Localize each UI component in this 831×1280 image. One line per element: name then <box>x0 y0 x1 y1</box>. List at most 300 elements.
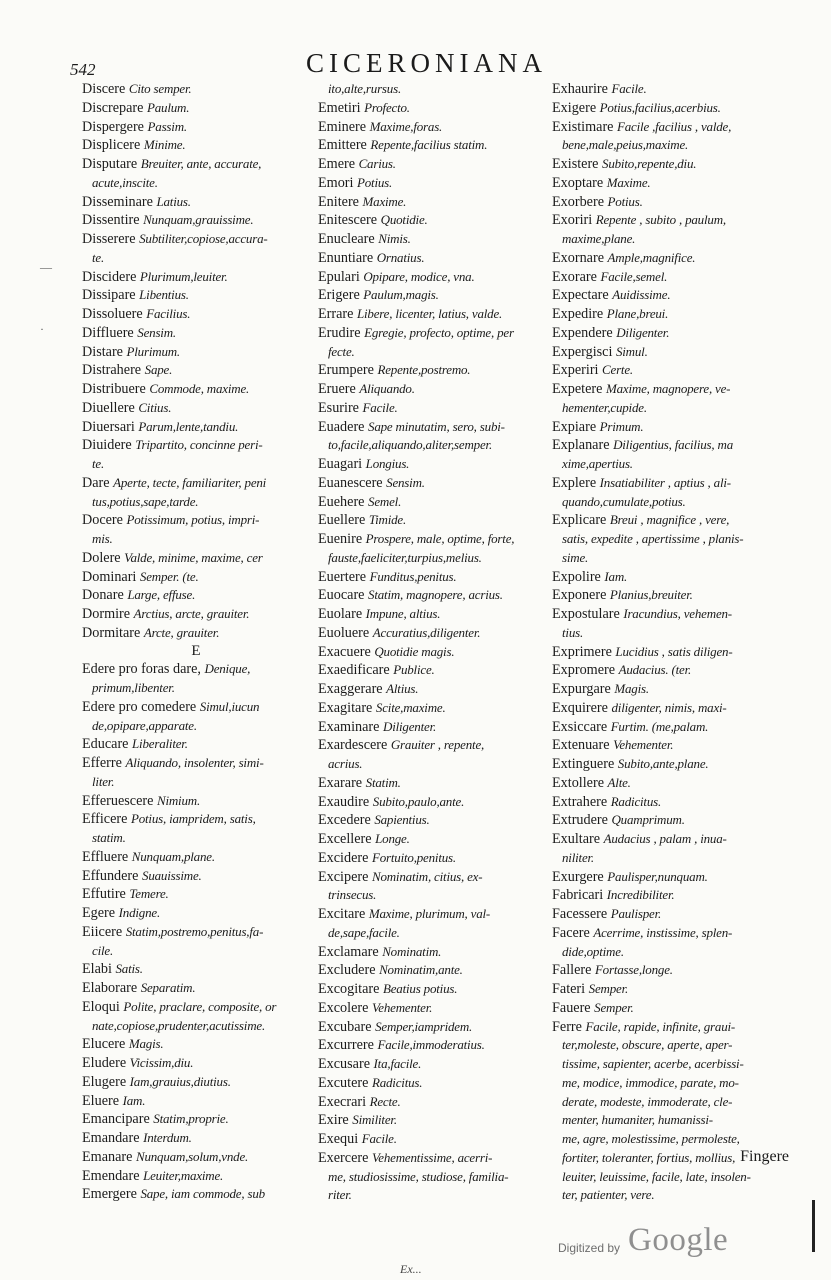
continuation-text: dide,optime. <box>562 943 624 959</box>
dictionary-entry <box>82 754 310 773</box>
continuation-text: acrius. <box>328 756 363 771</box>
continuation-text: riter. <box>328 1187 352 1203</box>
continuation-text: maxime,plane. <box>562 231 636 246</box>
entry-adverbs: Diligenter. <box>616 324 670 340</box>
continuation-text: mis. <box>92 531 113 546</box>
column-right <box>552 80 792 1205</box>
dictionary-entry <box>552 886 792 905</box>
dictionary-entry <box>552 286 792 305</box>
entry-adverbs: Denique, <box>204 661 251 677</box>
entry-continuation <box>552 1036 792 1055</box>
dictionary-entry <box>318 455 554 474</box>
dictionary-entry <box>82 998 310 1017</box>
entry-verb: Displicere <box>82 137 141 154</box>
continuation-text: te. <box>92 249 105 265</box>
continuation-text: ter,moleste, obscure, aperte, aper- <box>562 1037 733 1053</box>
entry-continuation <box>82 773 310 792</box>
entry-adverbs: Insatiabiliter , aptius , ali- <box>599 474 731 490</box>
entry-continuation <box>82 530 310 549</box>
dictionary-entry <box>552 699 792 718</box>
dictionary-entry <box>552 924 792 943</box>
entry-adverbs: Alte. <box>607 774 631 790</box>
entry-verb: Execrari <box>318 1093 367 1110</box>
dictionary-entry <box>318 943 554 962</box>
entry-adverbs: Egregie, profecto, optime, per <box>364 324 514 340</box>
dictionary-entry <box>552 268 792 287</box>
dictionary-entry <box>318 99 554 118</box>
dictionary-entry <box>552 343 792 362</box>
entry-verb: Excutere <box>318 1074 369 1091</box>
entry-verb: Fallere <box>552 962 592 979</box>
entry-adverbs: Maxime,foras. <box>369 118 443 134</box>
entry-verb: Emancipare <box>82 1111 150 1128</box>
entry-verb: Erudire <box>318 324 361 341</box>
dictionary-entry <box>318 1018 554 1037</box>
entry-verb: Fateri <box>552 981 586 997</box>
entry-continuation <box>82 455 310 474</box>
dictionary-entry <box>82 549 310 568</box>
entry-verb: Exagitare <box>318 699 373 716</box>
dictionary-entry <box>318 155 554 174</box>
dictionary-entry <box>82 1110 310 1129</box>
entry-adverbs: Radicitus. <box>371 1074 423 1090</box>
entry-adverbs: Facile. <box>611 81 647 96</box>
entry-continuation <box>82 942 310 961</box>
entry-adverbs: Recte. <box>369 1093 401 1109</box>
entry-verb: Excogitare <box>318 981 380 997</box>
entry-adverbs: Beatius potius. <box>383 981 458 996</box>
entry-adverbs: Arctius, arcte, grauiter. <box>133 606 250 621</box>
dictionary-entry <box>318 174 554 193</box>
dictionary-entry <box>318 211 554 230</box>
entry-adverbs: Ita,facile. <box>373 1056 422 1071</box>
entry-adverbs: Timide. <box>368 512 407 528</box>
entry-verb: Distribuere <box>82 381 146 397</box>
entry-adverbs: Vehementissime, acerri- <box>371 1149 493 1165</box>
entry-verb: Distrahere <box>82 362 142 379</box>
dictionary-entry <box>82 211 310 230</box>
entry-continuation <box>552 455 792 474</box>
entry-adverbs: Plane,breui. <box>606 306 669 321</box>
entry-verb: Discrepare <box>82 99 144 116</box>
continuation-text: to,facile,aliquando,aliter,semper. <box>328 437 492 453</box>
entry-adverbs: Subito,repente,diu. <box>602 156 697 171</box>
dictionary-entry <box>82 1073 310 1092</box>
entry-adverbs: Indigne. <box>118 905 161 920</box>
entry-adverbs: Facile. <box>362 399 398 415</box>
continuation-text: hementer,cupide. <box>562 399 647 415</box>
entry-verb: Facessere <box>552 906 608 922</box>
entry-adverbs: Audacius , palam , inua- <box>603 831 727 846</box>
entry-adverbs: Maxime. <box>362 193 407 209</box>
entry-verb: Exardescere <box>318 737 388 754</box>
entry-adverbs: Aperte, tecte, familiariter, peni <box>113 474 267 490</box>
entry-verb: Exire <box>318 1112 349 1129</box>
entry-verb: Experiri <box>552 362 599 379</box>
dictionary-entry <box>318 1036 554 1055</box>
entry-verb: Dissoluere <box>82 306 143 322</box>
entry-adverbs: Repente,facilius statim. <box>370 137 488 153</box>
entry-adverbs: diligenter, nimis, maxi- <box>611 699 727 715</box>
entry-adverbs: Impune, altius. <box>365 606 441 621</box>
entry-verb: Enitere <box>318 193 359 210</box>
entry-verb: Explanare <box>552 437 610 454</box>
entry-continuation <box>318 1168 554 1187</box>
entry-adverbs: Semper. (te. <box>139 568 199 584</box>
entry-adverbs: Large, effuse. <box>127 587 196 603</box>
dictionary-entry <box>82 1167 310 1186</box>
entry-adverbs: Tripartito, concinne peri- <box>135 437 263 453</box>
entry-adverbs: Incredibiliter. <box>606 887 675 903</box>
entry-verb: Expolire <box>552 568 601 585</box>
dictionary-entry <box>552 474 792 493</box>
dictionary-entry <box>318 136 554 155</box>
entry-verb: Edere pro foras dare, <box>82 661 201 678</box>
entry-continuation <box>318 1186 554 1205</box>
dictionary-entry <box>552 305 792 324</box>
entry-verb: Eminere <box>318 118 367 135</box>
dictionary-entry <box>318 605 554 624</box>
entry-continuation <box>82 1017 310 1036</box>
entry-verb: Existimare <box>552 118 614 135</box>
entry-adverbs: Quotidie. <box>380 212 428 228</box>
entry-adverbs: Nunquam,grauissime. <box>143 212 254 228</box>
entry-verb: Exsiccare <box>552 718 608 735</box>
entry-verb: Effluere <box>82 848 129 865</box>
dictionary-entry <box>318 493 554 512</box>
continuation-text: cile. <box>92 942 114 958</box>
entry-adverbs: Similiter. <box>352 1112 397 1128</box>
continuation-text: derate, modeste, immoderate, cle- <box>562 1093 733 1109</box>
entry-adverbs: Accuratius,diligenter. <box>372 624 481 640</box>
dictionary-entry <box>552 436 792 455</box>
entry-verb: Disserere <box>82 231 136 247</box>
entry-continuation <box>552 624 792 643</box>
continuation-text: tissime, sapienter, acerbe, acerbissi- <box>562 1056 744 1071</box>
entry-adverbs: Cito semper. <box>128 81 192 96</box>
dictionary-entry <box>318 286 554 305</box>
entry-adverbs: Grauiter , repente, <box>390 737 485 753</box>
dictionary-entry <box>82 923 310 942</box>
entry-verb: Exornare <box>552 249 604 266</box>
dictionary-entry <box>552 586 792 605</box>
entry-adverbs: Fortasse,longe. <box>594 962 673 978</box>
entry-verb: Facere <box>552 924 590 941</box>
entry-adverbs: Statim,proprie. <box>153 1111 229 1127</box>
entry-adverbs: Semper,iampridem. <box>375 1018 473 1034</box>
running-title: CICERONIANA <box>306 48 547 78</box>
dictionary-entry <box>552 418 792 437</box>
dictionary-entry <box>552 999 792 1018</box>
entry-verb: Eruere <box>318 381 356 397</box>
dictionary-entry <box>82 848 310 867</box>
entry-verb: Excurrere <box>318 1037 374 1054</box>
entry-verb: Elugere <box>82 1073 127 1090</box>
dictionary-entry <box>82 568 310 587</box>
entry-verb: Efferuescere <box>82 792 154 809</box>
dictionary-entry <box>82 268 310 287</box>
google-logo: Google <box>628 1222 729 1258</box>
entry-continuation <box>82 493 310 512</box>
entry-verb: Dissipare <box>82 287 136 304</box>
entry-adverbs: Libentius. <box>139 287 189 303</box>
entry-adverbs: Altius. <box>386 681 419 696</box>
dictionary-entry <box>552 155 792 174</box>
continuation-text: acute,inscite. <box>92 174 158 190</box>
entry-adverbs: Diligentius, facilius, ma <box>613 437 734 453</box>
section-letter: E <box>191 642 201 659</box>
dictionary-entry <box>82 979 310 998</box>
entry-verb: Emandare <box>82 1130 140 1146</box>
entry-verb: Exponere <box>552 587 607 604</box>
entry-adverbs: Magis. <box>614 681 649 696</box>
entry-verb: Erigere <box>318 287 360 304</box>
dictionary-entry <box>318 474 554 493</box>
entry-verb: Effutire <box>82 886 126 903</box>
entry-verb: Enuntiare <box>318 249 374 266</box>
entry-adverbs: Facile,semel. <box>600 268 668 284</box>
entry-adverbs: Fortuito,penitus. <box>371 849 456 865</box>
entry-adverbs: Subito,ante,plane. <box>617 756 709 771</box>
entry-verb: Exaggerare <box>318 681 383 697</box>
entry-verb: Extinguere <box>552 756 615 772</box>
dictionary-entry <box>318 1074 554 1093</box>
entry-verb: Enucleare <box>318 231 375 247</box>
entry-adverbs: Repente,postremo. <box>377 362 471 378</box>
continuation-text: statim. <box>92 830 126 845</box>
entry-adverbs: Carius. <box>358 156 396 171</box>
entry-adverbs: Sensim. <box>137 324 176 340</box>
entry-verb: Excubare <box>318 1018 372 1035</box>
dictionary-entry <box>552 661 792 680</box>
entry-adverbs: Facile ,facilius , valde, <box>617 118 732 134</box>
dictionary-entry <box>318 380 554 399</box>
entry-continuation <box>552 399 792 418</box>
entry-verb: Excludere <box>318 962 376 979</box>
entry-adverbs: Facilius. <box>146 306 191 321</box>
entry-verb: Explere <box>552 474 597 491</box>
entry-verb: Examinare <box>318 718 380 735</box>
entry-adverbs: Sape minutatim, sero, subi- <box>368 418 505 434</box>
dictionary-entry <box>82 735 310 754</box>
dictionary-entry <box>82 361 310 380</box>
entry-verb: Existere <box>552 156 599 172</box>
continuation-text: tus,potius,sape,tarde. <box>92 493 199 509</box>
dictionary-entry <box>82 305 310 324</box>
entry-verb: Efficere <box>82 811 128 828</box>
entry-verb: Fauere <box>552 999 591 1016</box>
dictionary-entry <box>318 718 554 737</box>
dictionary-entry <box>82 624 310 643</box>
entry-adverbs: Minime. <box>143 137 186 153</box>
dictionary-entry <box>318 811 554 830</box>
entry-adverbs: Statim,postremo,penitus,fa- <box>125 923 264 939</box>
entry-verb: Disseminare <box>82 193 153 210</box>
dictionary-entry <box>318 118 554 137</box>
entry-adverbs: Audacius. (ter. <box>618 662 692 678</box>
entry-adverbs: Acerrime, instissime, splen- <box>593 924 733 940</box>
entry-adverbs: Liberaliter. <box>132 736 188 752</box>
entry-adverbs: Prospere, male, optime, forte, <box>365 531 515 546</box>
dictionary-entry <box>552 643 792 662</box>
entry-adverbs: Potius. <box>357 174 393 190</box>
entry-verb: Emergere <box>82 1186 137 1203</box>
continuation-text: me, modice, immodice, parate, mo- <box>562 1074 739 1090</box>
entry-continuation <box>552 1186 792 1205</box>
entry-adverbs: Iam,grauius,diutius. <box>129 1073 231 1089</box>
entry-adverbs: Valde, minime, maxime, cer <box>124 549 263 565</box>
entry-adverbs: Iam. <box>604 568 628 584</box>
entry-verb: Exaudire <box>318 793 370 810</box>
entry-verb: Discere <box>82 81 126 97</box>
entry-adverbs: Vehementer. <box>613 737 674 753</box>
dictionary-entry <box>318 793 554 812</box>
entry-continuation <box>82 717 310 736</box>
entry-adverbs: Paulisper,nunquam. <box>607 868 708 884</box>
dictionary-entry <box>318 643 554 662</box>
entry-verb: Exaedificare <box>318 662 390 679</box>
entry-verb: Extollere <box>552 774 604 791</box>
entry-verb: Explicare <box>552 512 607 529</box>
entry-continuation <box>552 493 792 512</box>
entry-adverbs: Funditus,penitus. <box>369 568 457 584</box>
dictionary-entry <box>552 380 792 399</box>
entry-adverbs: Auidissime. <box>612 287 671 303</box>
entry-verb: Exigere <box>552 99 597 116</box>
dictionary-entry <box>82 380 310 399</box>
entry-verb: Extenuare <box>552 737 610 754</box>
dictionary-entry <box>82 960 310 979</box>
continuation-text: nate,copiose,prudenter,acutissime. <box>92 1017 266 1033</box>
entry-adverbs: Facile,immoderatius. <box>377 1037 485 1053</box>
entry-verb: Extrahere <box>552 793 608 810</box>
dictionary-entry <box>552 568 792 587</box>
entry-continuation <box>82 249 310 268</box>
entry-verb: Errare <box>318 306 354 322</box>
entry-verb: Diuidere <box>82 437 132 454</box>
dictionary-entry <box>82 660 310 679</box>
entry-adverbs: Vicissim,diu. <box>129 1055 194 1070</box>
dictionary-entry <box>318 624 554 643</box>
entry-verb: Emetiri <box>318 99 361 116</box>
dictionary-entry <box>318 1055 554 1074</box>
continuation-text: satis, expedite , apertissime , planis- <box>562 531 744 546</box>
entry-adverbs: Maxime, plurimum, val- <box>368 906 491 921</box>
dictionary-entry <box>552 868 792 887</box>
entry-verb: Excipere <box>318 868 369 885</box>
entry-adverbs: Simul,iucun <box>199 698 260 714</box>
continuation-text: sime. <box>562 549 589 565</box>
dictionary-entry <box>552 793 792 812</box>
continuation-text: ito,alte,rursus. <box>328 81 402 96</box>
entry-verb: Emori <box>318 174 354 191</box>
entry-adverbs: Quamprimum. <box>611 812 685 828</box>
dictionary-entry <box>82 193 310 212</box>
entry-adverbs: Satis. <box>115 961 143 977</box>
entry-adverbs: Subito,paulo,ante. <box>372 793 465 809</box>
entry-adverbs: Sape, iam commode, sub <box>140 1186 265 1202</box>
entry-verb: Disputare <box>82 156 138 172</box>
continuation-text: fauste,faeliciter,turpius,melius. <box>328 549 482 565</box>
entry-adverbs: Lucidius , satis diligen- <box>615 643 733 659</box>
dictionary-entry <box>318 586 554 605</box>
entry-adverbs: Arcte, grauiter. <box>143 624 220 640</box>
dictionary-entry <box>82 605 310 624</box>
dictionary-entry <box>318 1111 554 1130</box>
dictionary-entry <box>552 249 792 268</box>
dictionary-entry <box>552 80 792 99</box>
entry-adverbs: Paulum,magis. <box>363 287 439 303</box>
dictionary-entry <box>82 399 310 418</box>
dictionary-entry <box>82 1185 310 1204</box>
entry-adverbs: Potius,facilius,acerbius. <box>599 99 721 115</box>
entry-adverbs: Plurimum,leuiter. <box>139 268 228 284</box>
dictionary-entry <box>318 418 554 437</box>
dictionary-entry <box>552 193 792 212</box>
entry-adverbs: Longius. <box>365 456 410 471</box>
entry-verb: Expostulare <box>552 606 620 622</box>
entry-adverbs: Facile. <box>361 1131 397 1146</box>
entry-verb: Exacuere <box>318 643 371 660</box>
dictionary-entry <box>318 399 554 418</box>
entry-verb: Exorare <box>552 268 597 285</box>
entry-verb: Diuellere <box>82 399 135 416</box>
dictionary-entry <box>82 885 310 904</box>
entry-verb: Emere <box>318 156 356 172</box>
dictionary-entry <box>82 99 310 118</box>
entry-verb: Exoptare <box>552 174 604 191</box>
dictionary-entry <box>82 586 310 605</box>
entry-continuation <box>318 436 554 455</box>
entry-adverbs: Longe. <box>375 831 410 846</box>
entry-adverbs: Suauissime. <box>142 867 202 883</box>
entry-continuation <box>552 943 792 962</box>
entry-adverbs: Semper. <box>588 981 629 996</box>
entry-continuation <box>552 1093 792 1112</box>
dictionary-entry <box>82 230 310 249</box>
entry-verb: Euellere <box>318 512 366 529</box>
dictionary-entry <box>318 1149 554 1168</box>
entry-adverbs: Profecto. <box>364 99 410 115</box>
entry-verb: Eiicere <box>82 923 123 940</box>
entry-continuation <box>82 174 310 193</box>
dictionary-entry <box>82 1054 310 1073</box>
dictionary-entry <box>552 718 792 737</box>
entry-adverbs: Breui , magnifice , vere, <box>609 512 730 528</box>
continuation-text: liter. <box>92 773 115 789</box>
entry-verb: Elaborare <box>82 980 138 996</box>
dictionary-entry <box>318 305 554 324</box>
entry-verb: Euadere <box>318 418 365 435</box>
entry-verb: Discidere <box>82 268 137 285</box>
entry-adverbs: Commode, maxime. <box>149 381 250 396</box>
dictionary-entry <box>318 849 554 868</box>
entry-continuation <box>552 1055 792 1074</box>
entry-adverbs: Repente , subito , paulum, <box>595 212 726 228</box>
dictionary-entry <box>318 699 554 718</box>
entry-adverbs: Opipare, modice, vna. <box>363 268 475 284</box>
dictionary-entry <box>82 436 310 455</box>
bottom-fragment: Ex... <box>400 1262 422 1276</box>
dictionary-entry <box>82 1148 310 1167</box>
entry-continuation <box>552 549 792 568</box>
entry-adverbs: Nimium. <box>156 792 200 808</box>
dictionary-entry <box>318 324 554 343</box>
entry-verb: Dolere <box>82 549 121 566</box>
dictionary-entry <box>318 830 554 849</box>
dictionary-entry <box>82 698 310 717</box>
dictionary-entry <box>552 961 792 980</box>
